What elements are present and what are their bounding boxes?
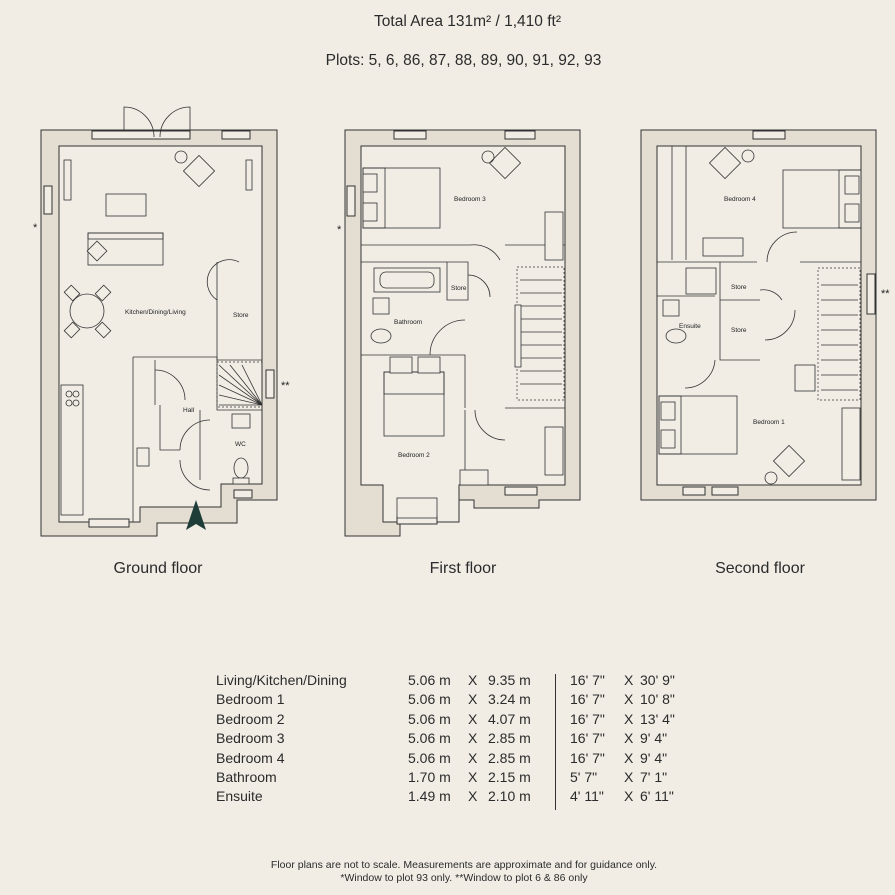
room-name: Ensuite [216,788,263,805]
width-imperial: 16' 7" [570,672,605,688]
width-metric: 5.06 m [408,730,451,747]
by-symbol: X [468,788,478,805]
dining-table [70,294,104,328]
length-metric: 3.24 m [488,691,531,708]
length-imperial: 7' 1" [640,768,668,785]
second-floor-plan [641,130,890,500]
wc-toilet [234,458,248,478]
window-marker: * [33,222,38,234]
room-label: Bathroom [394,319,423,326]
by-symbol: X [468,768,478,785]
by-symbol: X [624,788,634,805]
ground-floor-label: Ground floor [113,560,203,577]
room-name: Bedroom 2 [216,710,285,727]
room-label: WC [235,441,246,448]
room-label: Bedroom 1 [753,419,785,426]
wc-window [234,490,252,498]
rear-window [753,131,785,139]
by-symbol: X [624,672,634,688]
by-symbol: X [624,768,634,785]
front-window [505,487,537,495]
rear-window [92,131,190,139]
column-divider [555,674,556,810]
shower [686,268,716,294]
room-label: Store [731,284,747,291]
bed-2 [384,372,444,436]
length-imperial: 6' 11" [640,788,674,805]
second-floor-label: Second floor [715,560,805,577]
room-name: Living/Kitchen/Dining [216,672,347,688]
room-name: Bathroom [216,768,277,785]
by-symbol: X [468,691,478,708]
length-imperial: 13' 4" [640,710,675,727]
width-metric: 5.06 m [408,710,451,727]
by-symbol: X [624,691,634,708]
room-name: Bedroom 4 [216,749,285,766]
by-symbol: X [468,672,478,688]
width-imperial: 16' 7" [570,749,605,766]
rear-window-small [222,131,250,139]
stair-window [266,370,274,398]
scale-disclaimer: Floor plans are not to scale. Measurements are approximate and for guidance only. [270,859,658,871]
by-symbol: X [468,710,478,727]
first-floor-label: First floor [429,560,497,577]
by-symbol: X [624,710,634,727]
width-imperial: 5' 7" [570,768,598,785]
length-metric: 2.15 m [488,768,531,785]
room-label: Store [451,285,467,292]
width-metric: 5.06 m [408,749,451,766]
length-imperial: 9' 4" [640,730,668,747]
room-label: Bedroom 3 [454,196,486,203]
basin [373,298,389,314]
length-imperial: 9' 4" [640,749,668,766]
room-label: Bedroom 4 [724,196,756,203]
window-marker: ** [881,288,890,300]
length-imperial: 30' 9" [640,672,675,688]
width-imperial: 16' 7" [570,691,605,708]
front-window [683,487,705,495]
by-symbol: X [624,730,634,747]
room-label: Store [233,312,249,319]
front-window [89,519,129,527]
room-label: Kitchen/Dining/Living [125,309,186,316]
plots-list: Plots: 5, 6, 86, 87, 88, 89, 90, 91, 92, 93 [325,52,602,69]
width-metric: 1.49 m [408,788,451,805]
ground-floor-plan [33,107,290,536]
length-metric: 2.85 m [488,730,531,747]
room-label: Store [731,327,747,334]
by-symbol: X [468,749,478,766]
room-label: Bedroom 2 [398,452,430,459]
room-name: Bedroom 3 [216,730,285,747]
room-label: Ensuite [679,323,701,330]
width-metric: 5.06 m [408,672,451,688]
total-area-heading: Total Area 131m² / 1,410 ft² [374,13,561,30]
toilet [371,329,391,343]
window-marker: ** [281,380,290,392]
length-imperial: 10' 8" [640,691,675,708]
by-symbol: X [624,749,634,766]
width-imperial: 16' 7" [570,730,605,747]
by-symbol: X [468,730,478,747]
width-metric: 1.70 m [408,768,451,785]
front-window [712,487,738,495]
width-metric: 5.06 m [408,691,451,708]
length-metric: 2.10 m [488,788,531,805]
window-marker: * [337,224,342,236]
side-window [347,186,355,216]
side-window [867,274,875,314]
length-metric: 2.85 m [488,749,531,766]
wc-basin [232,414,250,428]
length-metric: 4.07 m [488,710,531,727]
side-window [44,186,52,214]
rear-window [505,131,535,139]
rear-window [394,131,426,139]
room-name: Bedroom 1 [216,691,285,708]
window-footnote: *Window to plot 93 only. **Window to plot 6 & 86 only [340,872,588,884]
width-imperial: 4' 11" [570,788,604,805]
coffee-table [106,194,146,216]
width-imperial: 16' 7" [570,710,605,727]
length-metric: 9.35 m [488,672,531,688]
first-floor-plan [337,130,580,536]
room-label: Hall [183,407,195,414]
